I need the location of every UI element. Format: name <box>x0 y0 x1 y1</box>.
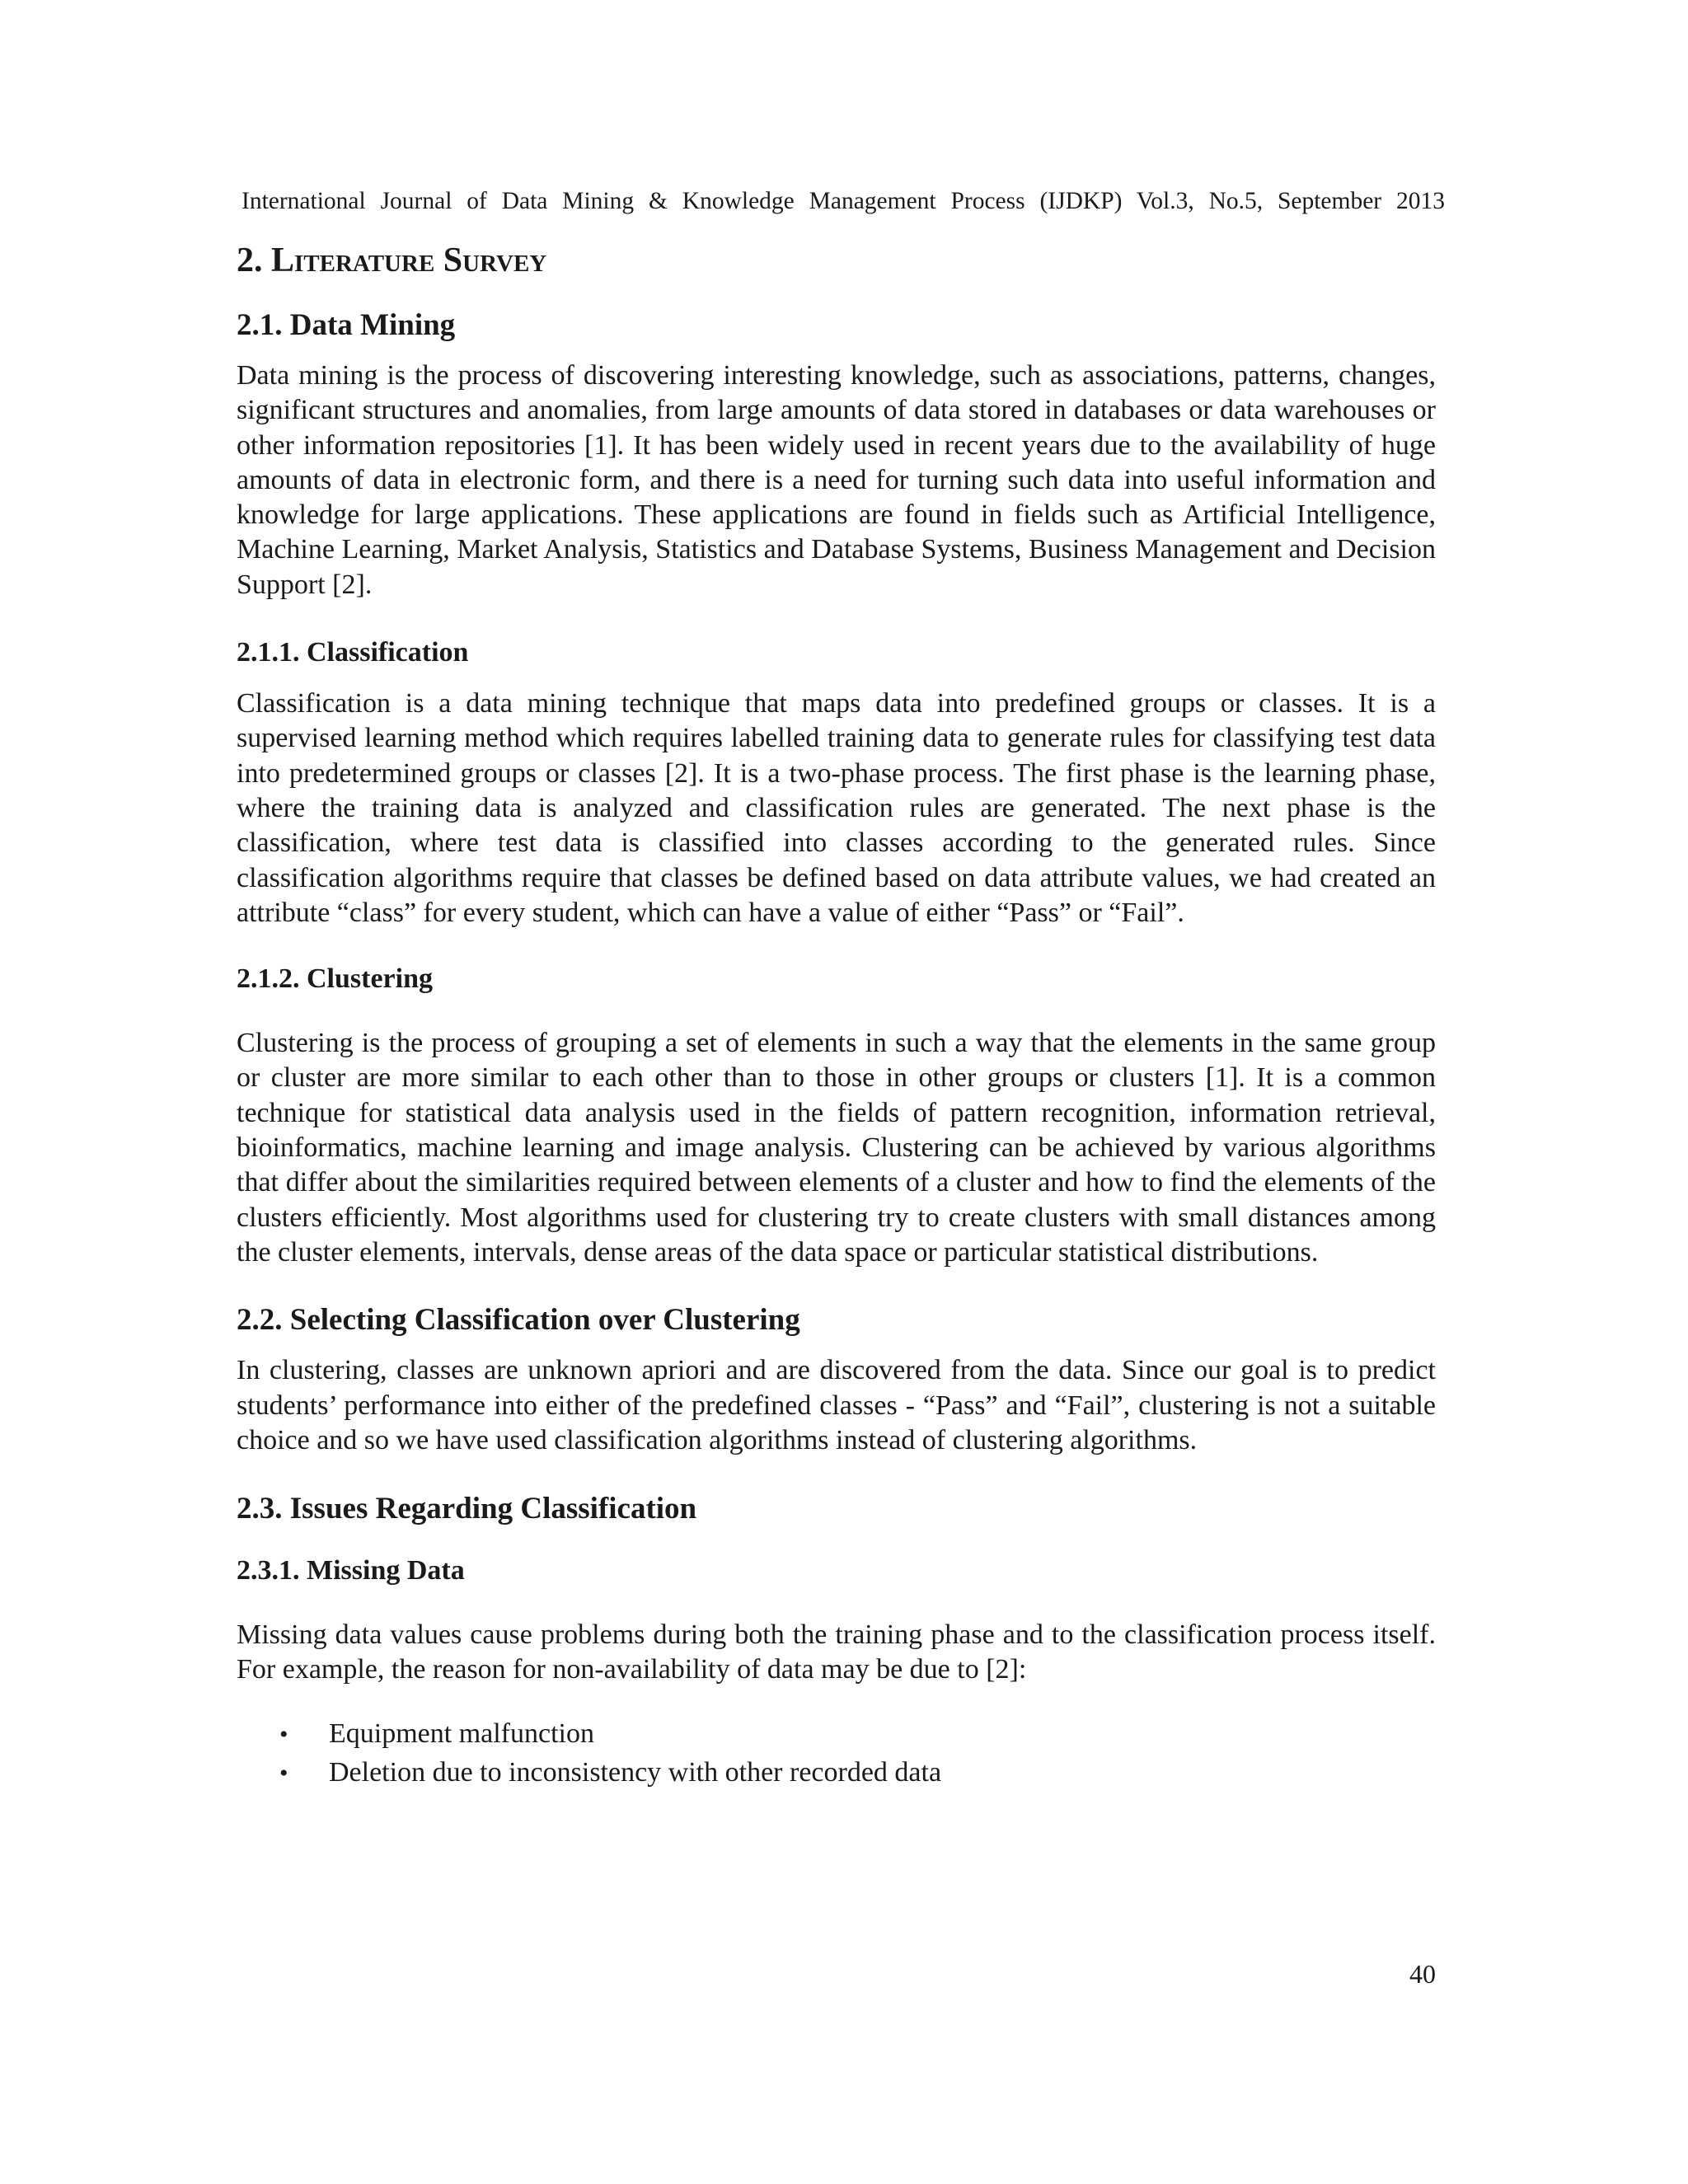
heading-selecting-classification: 2.2. Selecting Classification over Clustering <box>237 1303 800 1338</box>
paragraph-missing-data: Missing data values cause problems during both the training phase and to the classification process itself. For example, the reason for non-availability of data may be due to [2]: <box>237 1619 1436 1685</box>
list-item <box>237 1754 1436 1793</box>
section-heading-literature-survey <box>237 236 1436 285</box>
heading-missing-data: 2.3.1. Missing Data <box>237 1555 465 1586</box>
section-number: 2. <box>237 241 263 279</box>
running-header: International Journal of Data Mining & Knowledge Management Process (IJDKP) Vol.3, No.5, September 2013 <box>241 188 1445 214</box>
list-item-text: Equipment malfunction <box>329 1718 594 1749</box>
list-item-text: Deletion due to inconsistency with other recorded data <box>329 1756 942 1788</box>
paragraph-selecting-classification: In clustering, classes are unknown apriori and are discovered from the data. Since our goal is to predict students’ performance into either of the predefined classes - “Pass” and “Fail”, clustering is not a suitable choice and so we have used classification algorithms instead of clustering algorithms. <box>237 1355 1436 1455</box>
page-content <box>237 236 1436 1793</box>
heading-clustering: 2.1.2. Clustering <box>237 963 433 995</box>
bullet-icon: • <box>279 1759 288 1787</box>
section-title: Literature Survey <box>271 241 547 279</box>
missing-data-causes-list <box>237 1715 1436 1793</box>
heading-classification: 2.1.1. Classification <box>237 637 469 668</box>
heading-data-mining: 2.1. Data Mining <box>237 308 456 342</box>
bullet-icon: • <box>279 1720 288 1748</box>
list-item <box>237 1715 1436 1754</box>
paragraph-clustering: Clustering is the process of grouping a set of elements in such a way that the elements in the same group or cluster are more similar to each other than to those in other groups or clusters [1]. It is a common technique for statistical data analysis used in the fields of pattern recognition, information retrieval, bioinformatics, machine learning and image analysis. Clustering can be achieved by various algorithms that differ about the similarities required between elements of a cluster and how to find the elements of the clusters efficiently. Most algorithms used for clustering try to create clusters with small distances among the cluster elements, intervals, dense areas of the data space or particular statistical distributions. <box>237 1028 1436 1268</box>
heading-issues-classification: 2.3. Issues Regarding Classification <box>237 1492 697 1526</box>
paragraph-classification: Classification is a data mining technique that maps data into predefined groups or classes. It is a supervised learning method which requires labelled training data to generate rules for classifying test data into predetermined groups or classes [2]. It is a two-phase process. The first phase is the learning phase, where the training data is analyzed and classification rules are generated. The next phase is the classification, where test data is classified into classes according to the generated rules. Since classification algorithms require that classes be defined based on data attribute values, we had created an attribute “class” for every student, which can have a value of either “Pass” or “Fail”. <box>237 688 1436 928</box>
page-number: 40 <box>1409 1959 1436 1989</box>
paragraph-data-mining: Data mining is the process of discovering interesting knowledge, such as associations, patterns, changes, significant structures and anomalies, from large amounts of data stored in databases or data warehouses or other information repositories [1]. It has been widely used in recent years due to the availability of huge amounts of data in electronic form, and there is a need for turning such data into useful information and knowledge for large applications. These applications are found in fields such as Artificial Intelligence, Machine Learning, Market Analysis, Statistics and Database Systems, Business Management and Decision Support [2]. <box>237 360 1436 600</box>
